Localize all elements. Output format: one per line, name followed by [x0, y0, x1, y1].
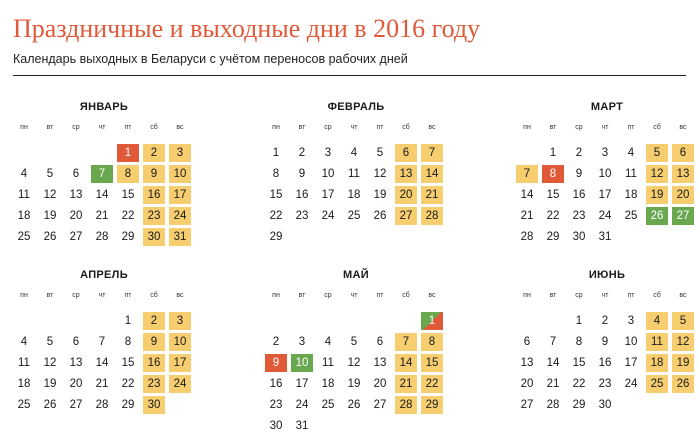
day-cell: 8: [421, 333, 443, 351]
day-cell: 24: [321, 210, 335, 222]
month-name: АПРЕЛЬ: [80, 269, 128, 281]
weekday-label: чт: [350, 124, 358, 131]
day-cell: 29: [421, 396, 443, 414]
weekday-label: пт: [627, 292, 635, 299]
day-cell: 15: [546, 189, 560, 201]
day-cell: 31: [169, 228, 191, 246]
weekday-label: сб: [150, 124, 158, 131]
day-cell: 6: [72, 168, 80, 180]
day-cell: 25: [321, 399, 335, 411]
day-cell: 20: [69, 378, 83, 390]
day-cell: 21: [95, 210, 109, 222]
day-cell: 3: [169, 144, 191, 162]
weekday-label: пн: [272, 292, 280, 299]
day-cell: 27: [672, 207, 694, 225]
day-cell: 17: [624, 357, 638, 369]
day-cell: 1: [421, 312, 443, 330]
day-cell: 24: [169, 375, 191, 393]
day-cell: 29: [121, 399, 135, 411]
day-cell: 30: [143, 396, 165, 414]
day-cell: 17: [295, 378, 309, 390]
day-cell: 2: [272, 336, 280, 348]
weekday-label: пн: [523, 124, 531, 131]
day-cell: 23: [598, 378, 612, 390]
day-cell: 11: [18, 357, 30, 369]
day-cell: 1: [124, 315, 132, 327]
day-cell: 16: [598, 357, 612, 369]
day-cell: 18: [321, 378, 335, 390]
day-cell: 28: [520, 231, 534, 243]
day-cell: 22: [546, 210, 560, 222]
day-cell: 15: [269, 189, 283, 201]
day-cell: 29: [121, 231, 135, 243]
day-cell: 22: [121, 210, 135, 222]
day-cell: 3: [601, 147, 609, 159]
day-cell: 31: [295, 420, 309, 432]
day-cell: 14: [95, 189, 109, 201]
day-cell: 12: [672, 333, 694, 351]
day-cell: 30: [269, 420, 283, 432]
page-subtitle: Календарь выходных в Беларуси с учётом переносов рабочих дней: [13, 52, 408, 66]
day-cell: 23: [295, 210, 309, 222]
day-cell: 19: [347, 378, 361, 390]
day-cell: 14: [421, 165, 443, 183]
day-cell: 13: [672, 165, 694, 183]
day-cell: 5: [46, 168, 54, 180]
month-name: МАРТ: [590, 101, 624, 113]
day-cell: 7: [91, 165, 113, 183]
day-cell: 3: [324, 147, 332, 159]
day-cell: 8: [117, 165, 139, 183]
day-cell: 6: [523, 336, 531, 348]
day-cell: 17: [169, 354, 191, 372]
day-cell: 9: [265, 354, 287, 372]
day-cell: 23: [143, 375, 165, 393]
day-cell: 16: [143, 186, 165, 204]
day-cell: 28: [546, 399, 560, 411]
day-cell: 30: [572, 231, 586, 243]
day-cell: 1: [117, 144, 139, 162]
day-cell: 6: [395, 144, 417, 162]
day-cell: 2: [298, 147, 306, 159]
day-cell: 14: [95, 357, 109, 369]
day-cell: 21: [520, 210, 534, 222]
day-cell: 20: [672, 186, 694, 204]
day-cell: 20: [395, 186, 417, 204]
weekday-label: пт: [124, 124, 132, 131]
weekday-label: пн: [523, 292, 531, 299]
day-cell: 3: [627, 315, 635, 327]
weekday-label: пт: [376, 124, 384, 131]
day-cell: 2: [601, 315, 609, 327]
day-cell: 27: [373, 399, 387, 411]
day-cell: 11: [646, 333, 668, 351]
day-cell: 24: [598, 210, 612, 222]
day-cell: 25: [624, 210, 638, 222]
weekday-label: ср: [72, 292, 80, 299]
day-cell: 15: [121, 189, 135, 201]
weekday-label: ср: [72, 124, 80, 131]
day-cell: 27: [69, 231, 83, 243]
weekday-label: вт: [549, 292, 557, 299]
day-cell: 3: [169, 312, 191, 330]
weekday-label: вс: [176, 124, 184, 131]
day-cell: 13: [69, 357, 83, 369]
day-cell: 15: [121, 357, 135, 369]
day-cell: 18: [17, 378, 31, 390]
day-cell: 14: [395, 354, 417, 372]
day-cell: 17: [321, 189, 335, 201]
day-cell: 23: [143, 207, 165, 225]
day-cell: 24: [295, 399, 309, 411]
day-cell: 16: [295, 189, 309, 201]
day-cell: 12: [373, 168, 387, 180]
day-cell: 29: [546, 231, 560, 243]
day-cell: 3: [298, 336, 306, 348]
day-cell: 20: [69, 210, 83, 222]
month-block: [265, 101, 447, 276]
day-cell: 4: [20, 336, 28, 348]
day-cell: 12: [646, 165, 668, 183]
day-cell: 15: [421, 354, 443, 372]
day-cell: 10: [598, 168, 612, 180]
day-cell: 26: [43, 399, 57, 411]
weekday-label: вс: [679, 292, 687, 299]
day-cell: 26: [672, 375, 694, 393]
day-cell: 8: [272, 168, 280, 180]
weekday-label: пн: [20, 292, 28, 299]
day-cell: 28: [421, 207, 443, 225]
weekday-label: вт: [46, 124, 54, 131]
weekday-label: пт: [376, 292, 384, 299]
day-cell: 7: [421, 144, 443, 162]
day-cell: 24: [169, 207, 191, 225]
day-cell: 10: [169, 333, 191, 351]
day-cell: 27: [69, 399, 83, 411]
day-cell: 10: [624, 336, 638, 348]
day-cell: 13: [373, 357, 387, 369]
day-cell: 27: [520, 399, 534, 411]
day-cell: 7: [98, 336, 106, 348]
month-block: [516, 101, 698, 276]
day-cell: 23: [269, 399, 283, 411]
day-cell: 2: [143, 144, 165, 162]
weekday-label: вт: [298, 124, 306, 131]
day-cell: 13: [520, 357, 534, 369]
day-cell: 22: [572, 378, 586, 390]
day-cell: 4: [627, 147, 635, 159]
weekday-label: сб: [653, 124, 661, 131]
day-cell: 8: [124, 336, 132, 348]
day-cell: 21: [395, 375, 417, 393]
page-title: Праздничные и выходные дни в 2016 году: [13, 14, 481, 43]
weekday-label: сб: [150, 292, 158, 299]
day-cell: 13: [69, 189, 83, 201]
day-cell: 11: [322, 357, 334, 369]
day-cell: 29: [269, 231, 283, 243]
weekday-label: чт: [98, 292, 106, 299]
day-cell: 4: [20, 168, 28, 180]
weekday-label: вс: [679, 124, 687, 131]
weekday-label: вт: [298, 292, 306, 299]
day-cell: 9: [601, 336, 609, 348]
day-cell: 8: [542, 165, 564, 183]
day-cell: 8: [575, 336, 583, 348]
day-cell: 7: [395, 333, 417, 351]
day-cell: 25: [646, 375, 668, 393]
month-name: ЯНВАРЬ: [79, 101, 129, 113]
day-cell: 14: [520, 189, 534, 201]
weekday-label: ср: [575, 292, 583, 299]
day-cell: 1: [575, 315, 583, 327]
weekday-label: пн: [272, 124, 280, 131]
day-cell: 19: [43, 378, 57, 390]
day-cell: 14: [546, 357, 560, 369]
day-cell: 22: [421, 375, 443, 393]
day-cell: 7: [516, 165, 538, 183]
day-cell: 22: [269, 210, 283, 222]
day-cell: 12: [347, 357, 361, 369]
weekday-label: чт: [601, 292, 609, 299]
day-cell: 10: [291, 354, 313, 372]
day-cell: 16: [143, 354, 165, 372]
day-cell: 1: [549, 147, 557, 159]
month-block: [516, 269, 698, 444]
day-cell: 17: [598, 189, 612, 201]
day-cell: 18: [347, 189, 361, 201]
weekday-label: чт: [601, 124, 609, 131]
day-cell: 30: [143, 228, 165, 246]
day-cell: 4: [646, 312, 668, 330]
weekday-label: пн: [20, 124, 28, 131]
day-cell: 4: [324, 336, 332, 348]
day-cell: 23: [572, 210, 586, 222]
weekday-label: вс: [176, 292, 184, 299]
day-cell: 28: [95, 231, 109, 243]
month-block: [13, 101, 195, 276]
weekday-label: вс: [428, 292, 436, 299]
day-cell: 19: [646, 186, 668, 204]
day-cell: 26: [347, 399, 361, 411]
header-rule: [13, 75, 686, 76]
weekday-label: пт: [627, 124, 635, 131]
day-cell: 9: [143, 165, 165, 183]
day-cell: 19: [43, 210, 57, 222]
month-block: [13, 269, 195, 444]
day-cell: 18: [646, 354, 668, 372]
day-cell: 11: [348, 168, 360, 180]
day-cell: 26: [646, 207, 668, 225]
day-cell: 19: [373, 189, 387, 201]
day-cell: 21: [546, 378, 560, 390]
day-cell: 1: [272, 147, 280, 159]
weekday-label: пт: [124, 292, 132, 299]
day-cell: 18: [624, 189, 638, 201]
day-cell: 25: [347, 210, 361, 222]
day-cell: 9: [298, 168, 306, 180]
day-cell: 28: [95, 399, 109, 411]
day-cell: 6: [376, 336, 384, 348]
day-cell: 25: [17, 231, 31, 243]
month-name: МАЙ: [343, 269, 369, 281]
day-cell: 20: [373, 378, 387, 390]
day-cell: 27: [395, 207, 417, 225]
day-cell: 5: [646, 144, 668, 162]
day-cell: 2: [143, 312, 165, 330]
day-cell: 11: [18, 189, 30, 201]
weekday-label: чт: [350, 292, 358, 299]
day-cell: 21: [421, 186, 443, 204]
day-cell: 9: [143, 333, 165, 351]
day-cell: 22: [121, 378, 135, 390]
month-name: ИЮНЬ: [588, 269, 626, 281]
weekday-label: вс: [428, 124, 436, 131]
weekday-label: сб: [402, 292, 410, 299]
day-cell: 12: [43, 189, 57, 201]
weekday-label: вт: [46, 292, 54, 299]
weekday-label: чт: [98, 124, 106, 131]
day-cell: 21: [95, 378, 109, 390]
day-cell: 6: [672, 144, 694, 162]
day-cell: 30: [598, 399, 612, 411]
day-cell: 24: [624, 378, 638, 390]
month-block: [265, 269, 447, 444]
day-cell: 5: [46, 336, 54, 348]
day-cell: 16: [269, 378, 283, 390]
weekday-label: ср: [324, 124, 332, 131]
day-cell: 31: [598, 231, 612, 243]
weekday-label: вт: [549, 124, 557, 131]
day-cell: 13: [395, 165, 417, 183]
day-cell: 6: [72, 336, 80, 348]
day-cell: 25: [17, 399, 31, 411]
day-cell: 26: [373, 210, 387, 222]
day-cell: 9: [575, 168, 583, 180]
day-cell: 17: [169, 186, 191, 204]
day-cell: 5: [350, 336, 358, 348]
day-cell: 16: [572, 189, 586, 201]
weekday-label: сб: [402, 124, 410, 131]
day-cell: 5: [376, 147, 384, 159]
weekday-label: сб: [653, 292, 661, 299]
day-cell: 4: [350, 147, 358, 159]
day-cell: 12: [43, 357, 57, 369]
day-cell: 10: [169, 165, 191, 183]
day-cell: 2: [575, 147, 583, 159]
day-cell: 19: [672, 354, 694, 372]
day-cell: 26: [43, 231, 57, 243]
month-name: ФЕВРАЛЬ: [327, 101, 385, 113]
day-cell: 10: [321, 168, 335, 180]
day-cell: 11: [625, 168, 637, 180]
day-cell: 28: [395, 396, 417, 414]
day-cell: 20: [520, 378, 534, 390]
day-cell: 5: [672, 312, 694, 330]
day-cell: 18: [17, 210, 31, 222]
day-cell: 7: [549, 336, 557, 348]
day-cell: 29: [572, 399, 586, 411]
weekday-label: ср: [324, 292, 332, 299]
weekday-label: ср: [575, 124, 583, 131]
day-cell: 15: [572, 357, 586, 369]
